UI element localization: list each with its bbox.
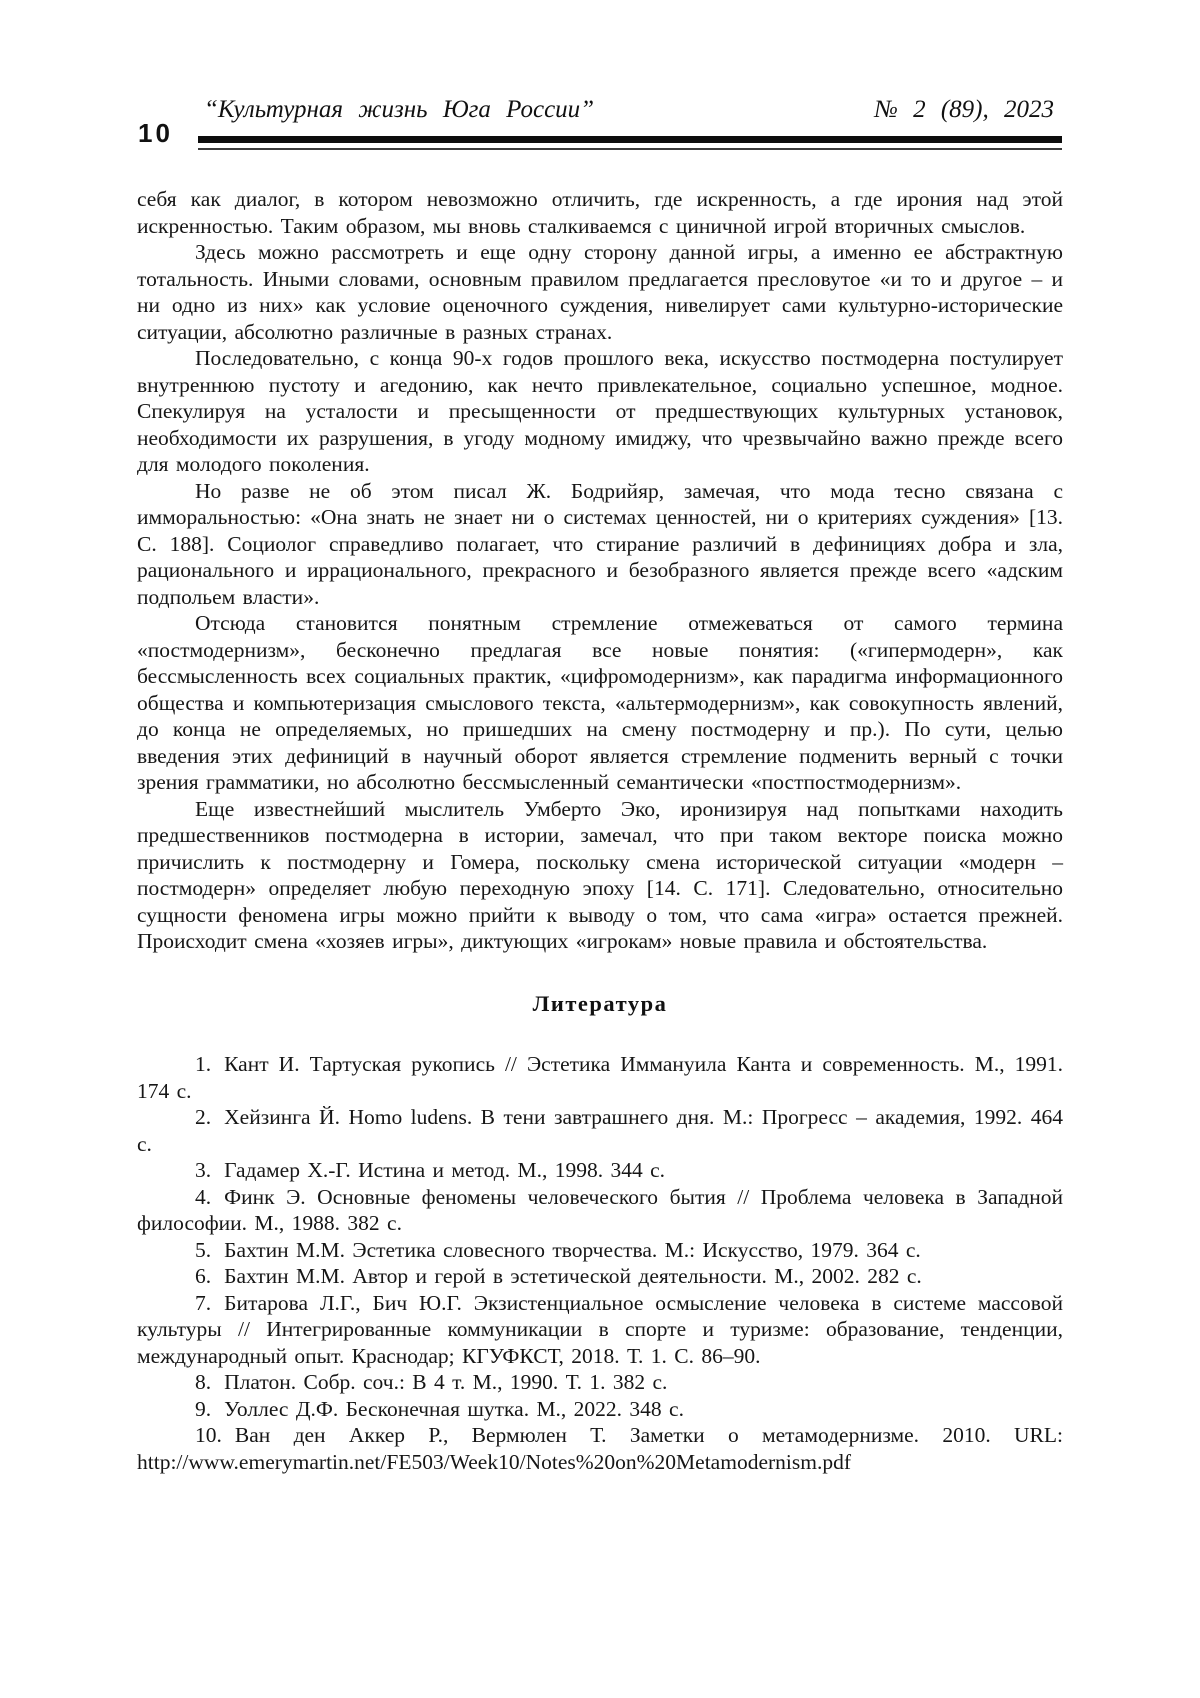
reference-item (137, 1184, 1063, 1237)
reference-text: Ван ден Аккер Р., Вермюлен Т. Заметки о метамодернизме. 2010. URL: http://www.emerymartin.net/FE503/Week10/Notes%20on%20Metamodernism.pdf (137, 1423, 1063, 1474)
reference-number: 7. (195, 1290, 212, 1315)
body-paragraph: Здесь можно рассмотреть и еще одну сторону данной игры, а именно ее абстрактную тотальность. Иными словами, основным правилом предлагается пресловутое «и то и другое – и ни одно из них» как условие оценочного суждения, нивелирует сами культурно-исторические ситуации, абсолютно различные в разных странах. (137, 240, 1063, 344)
reference-text: Хейзинга Й. Homo ludens. В тени завтрашнего дня. М.: Прогресс – академия, 1992. 464 с. (137, 1105, 1063, 1156)
issue-number: № 2 (89), 2023 (874, 96, 1054, 123)
running-header (204, 96, 1054, 124)
body-paragraph: Еще известнейший мыслитель Умберто Эко, иронизируя над попытками находить предшественников постмодерна в истории, замечал, что при таком векторе поиска можно причислить к постмодерну и Гомера, поскольку смена исторической ситуации «модерн – постмодерн» определяет любую переходную эпоху [14. С. 171]. Следовательно, относительно сущности феномена игры можно прийти к выводу о том, что сама «игра» остается прежней. Происходит смена «хозяев игры», диктующих «игрокам» новые правила и обстоятельства. (137, 796, 1063, 953)
header-rule-thin (198, 148, 1062, 150)
reference-item (137, 1104, 1063, 1157)
reference-item (137, 1369, 1063, 1396)
header-rule-thick (198, 136, 1062, 143)
reference-item (137, 1290, 1063, 1370)
reference-number: 3. (195, 1158, 212, 1182)
reference-item (137, 1422, 1063, 1475)
reference-number: 4. (195, 1184, 212, 1209)
body-paragraph: Отсюда становится понятным стремление отмежеваться от самого термина «постмодернизм», бесконечно предлагая все новые понятия: («гипермодерн», как бессмысленность всех социальных практик, «цифромодернизм», как парадигма информационного общества и компьютеризация смыслового текста, «альтермодернизм», как совокупность явлений, до конца не определяемых, но пришедших на смену постмодерну и пр.). По сути, целью введения этих дефиниций в научный оборот является стремление подменить верный с точки зрения грамматики, но абсолютно бессмысленный семантически «постпостмодернизм». (137, 611, 1063, 794)
reference-item (137, 1051, 1063, 1104)
reference-text: Битарова Л.Г., Бич Ю.Г. Экзистенциальное осмысление человека в системе массовой культуры // Интегрированные коммуникации в спорте и туризме: образование, тенденции, международный опыт. Краснодар; КГУФКСТ, 2018. Т. 1. С. 86–90. (137, 1290, 1063, 1368)
journal-title: “Культурная жизнь Юга России” (204, 96, 595, 123)
reference-number: 2. (195, 1105, 212, 1129)
body-paragraph: Но разве не об этом писал Ж. Бодрийяр, замечая, что мода тесно связана с имморальностью: «Она знать не знает ни о системах ценностей, ни о критериях суждения» [13. С. 188]. Социолог справедливо полагает, что стирание различий в дефинициях добра и зла, рационального и иррационального, прекрасного и безобразного является прежде всего «адским подпольем власти». (137, 478, 1063, 609)
reference-text: Гадамер Х.-Г. Истина и метод. М., 1998. 344 с. (224, 1158, 666, 1182)
reference-item (137, 1237, 1063, 1264)
references-heading: Литература (532, 990, 668, 1016)
reference-number: 9. (195, 1396, 212, 1421)
page-number: 10 (138, 118, 173, 148)
reference-number: 8. (195, 1370, 212, 1394)
body-paragraph: Последовательно, с конца 90-х годов прошлого века, искусство постмодерна постулирует внутреннюю пустоту и агедонию, как нечто привлекательное, социально успешное, модное. Спекулируя на усталости и пресыщенности от предшествующих культурных установок, необходимости их разрушения, в угоду модному имиджу, что чрезвычайно важно прежде всего для молодого поколения. (137, 346, 1063, 476)
reference-number: 10. (195, 1423, 222, 1447)
reference-item (137, 1396, 1063, 1423)
reference-text: Кант И. Тартуская рукопись // Эстетика Иммануила Канта и современность. М., 1991. 174 с. (137, 1052, 1063, 1103)
reference-number: 5. (195, 1237, 212, 1262)
article-body (137, 186, 1063, 1475)
reference-text: Бахтин М.М. Автор и герой в эстетической деятельности. М., 2002. 282 с. (224, 1264, 922, 1288)
reference-text: Уоллес Д.Ф. Бесконечная шутка. М., 2022. 348 с. (224, 1396, 684, 1421)
reference-text: Бахтин М.М. Эстетика словесного творчества. М.: Искусство, 1979. 364 с. (224, 1237, 921, 1262)
body-paragraph: себя как диалог, в котором невозможно отличить, где искренность, а где ирония над этой искренностью. Таким образом, мы вновь сталкиваемся с циничной игрой вторичных смыслов. (137, 187, 1063, 238)
reference-item (137, 1263, 1063, 1290)
reference-text: Финк Э. Основные феномены человеческого бытия // Проблема человека в Западной философии. М., 1988. 382 с. (137, 1184, 1063, 1235)
reference-number: 1. (195, 1052, 212, 1076)
reference-text: Платон. Собр. соч.: В 4 т. М., 1990. Т. 1. 382 с. (224, 1370, 668, 1394)
reference-number: 6. (195, 1264, 212, 1288)
reference-item (137, 1157, 1063, 1184)
